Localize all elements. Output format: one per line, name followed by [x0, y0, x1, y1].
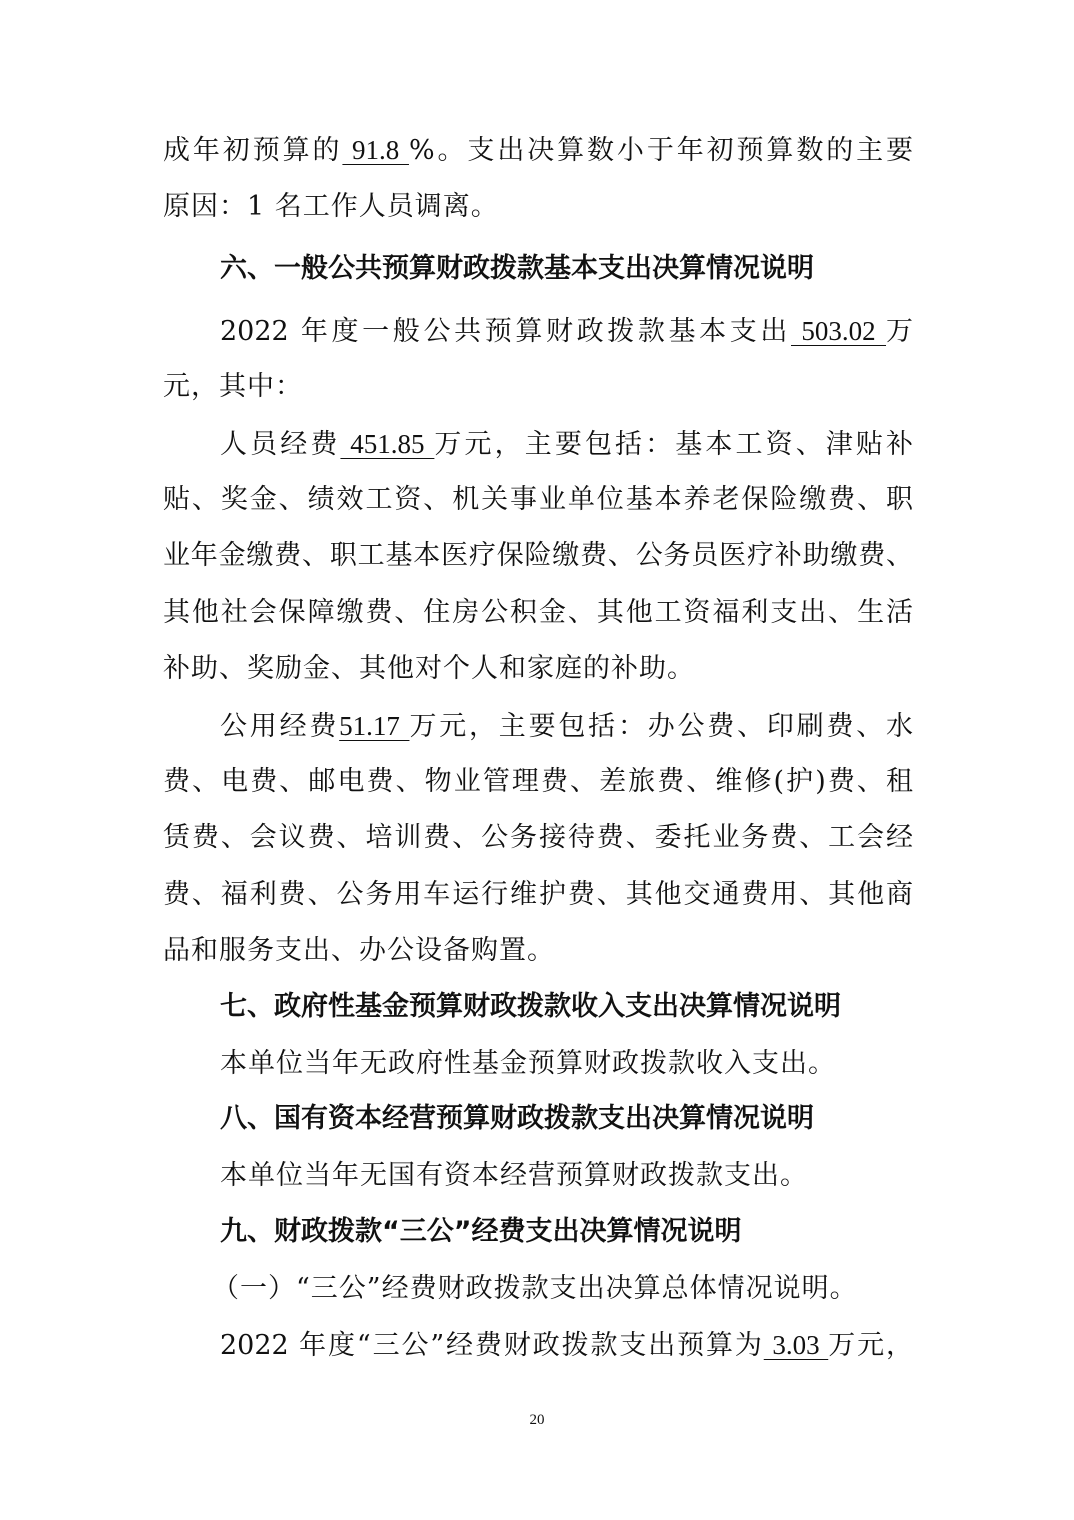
underlined-value: 3.03 [763, 1330, 829, 1360]
text-line: 公用经费51.17 万元，主要包括：办公费、印刷费、水 [220, 711, 914, 742]
text-line: 其他社会保障缴费、住房公积金、其他工资福利支出、生活 [163, 597, 913, 628]
text-line: 本单位当年无政府性基金预算财政拨款收入支出。 [220, 1048, 836, 1079]
section-heading: 六、一般公共预算财政拨款基本支出决算情况说明 [220, 253, 814, 284]
sub-heading: （一）“三公”经费财政拨款支出决算总体情况说明。 [212, 1273, 858, 1304]
text-line: 贴、奖金、绩效工资、机关事业单位基本养老保险缴费、职 [163, 484, 913, 515]
section-heading: 八、国有资本经营预算财政拨款支出决算情况说明 [220, 1103, 814, 1134]
page-number: 20 [529, 1412, 545, 1428]
text-line: 成年初预算的 91.8 %。支出决算数小于年初预算数的主要 [163, 135, 914, 166]
text-line: 费、福利费、公务用车运行维护费、其他交通费用、其他商 [163, 879, 913, 910]
text-line: 补助、奖励金、其他对个人和家庭的补助。 [163, 653, 695, 684]
text-line: 费、电费、邮电费、物业管理费、差旅费、维修(护)费、租 [163, 766, 913, 797]
text-line: 品和服务支出、办公设备购置。 [163, 935, 555, 966]
underlined-value: 503.02 [791, 316, 887, 346]
text-line: 元，其中： [163, 371, 303, 402]
underlined-value: 451.85 [340, 429, 435, 459]
section-heading: 七、政府性基金预算财政拨款收入支出决算情况说明 [220, 991, 841, 1022]
underlined-value: 91.8 [342, 135, 409, 165]
text-line: 人员经费 451.85 万元，主要包括：基本工资、津贴补 [220, 429, 914, 460]
text-line: 本单位当年无国有资本经营预算财政拨款支出。 [220, 1160, 808, 1191]
text-line: 2022 年度“三公”经费财政拨款支出预算为 3.03 万元， [220, 1330, 914, 1361]
text-line: 赁费、会议费、培训费、公务接待费、委托业务费、工会经 [163, 822, 913, 853]
underlined-value: 51.17 [339, 711, 410, 741]
text-line: 2022 年度一般公共预算财政拨款基本支出 503.02 万 [220, 316, 914, 347]
text-line: 业年金缴费、职工基本医疗保险缴费、公务员医疗补助缴费、 [163, 540, 913, 571]
text-line: 原因：1 名工作人员调离。 [163, 191, 499, 222]
section-heading: 九、财政拨款“三公”经费支出决算情况说明 [220, 1216, 742, 1247]
